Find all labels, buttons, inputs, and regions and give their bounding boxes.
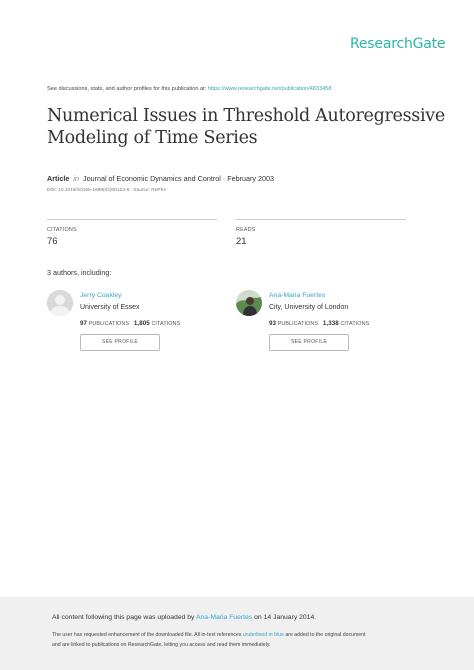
article-meta xyxy=(47,174,274,183)
citations-divider xyxy=(47,219,217,220)
avatar[interactable] xyxy=(236,290,262,316)
footer-line2-suffix: are added to the original document xyxy=(285,632,366,638)
title-line-1: Numerical Issues in Threshold Autoregressive xyxy=(47,106,445,126)
article-type: Article xyxy=(47,174,70,183)
citations-label: CITATIONS xyxy=(47,227,77,233)
author-publications-count: 97 xyxy=(80,320,88,327)
user-placeholder-icon xyxy=(47,290,73,316)
journal-source: Journal of Economic Dynamics and Control · February 2003 xyxy=(82,174,274,183)
author-publications-count: 93 xyxy=(269,320,277,327)
intro-text xyxy=(47,86,332,92)
see-profile-button[interactable]: SEE PROFILE xyxy=(80,334,160,351)
title-line-2: Modeling of Time Series xyxy=(47,128,258,148)
author-citations-count: 1,338 xyxy=(322,320,339,327)
author-photo-icon xyxy=(236,290,262,316)
authors-heading: 3 authors, including: xyxy=(47,268,112,277)
publication-url-link[interactable]: https://www.researchgate.net/publication/4833458 xyxy=(207,86,332,92)
meta-in: in xyxy=(73,174,79,183)
author-institution: City, University of London xyxy=(269,304,349,311)
author-stats xyxy=(269,320,369,327)
footer-line3: and are linked to publications on ResearchGate, letting you access and read them immediately. xyxy=(52,642,271,648)
avatar[interactable] xyxy=(47,290,73,316)
author-citations-label: CITATIONS xyxy=(340,321,370,327)
footer-upload-prefix: All content following this page was uploaded by xyxy=(52,614,195,621)
footer-upload-note xyxy=(52,614,316,621)
reads-value: 21 xyxy=(236,236,247,247)
author-citations-count: 1,805 xyxy=(133,320,150,327)
author-stats xyxy=(80,320,180,327)
reads-label: READS xyxy=(236,227,256,233)
author-name-link[interactable]: Jerry Coakley xyxy=(80,292,122,299)
page-title xyxy=(47,105,447,149)
intro-label: See discussions, stats, and author profiles for this publication at: xyxy=(47,86,207,92)
reads-divider xyxy=(236,219,406,220)
author-institution: University of Essex xyxy=(80,304,140,311)
doi-line: DOI: 10.1016/S0165-1889(02)00123-8 · Source: RePEc xyxy=(47,188,167,193)
author-citations-label: CITATIONS xyxy=(151,321,181,327)
footer xyxy=(0,597,474,670)
footer-underlined-link: underlined in blue xyxy=(242,632,284,638)
citations-value: 76 xyxy=(47,236,58,247)
researchgate-logo[interactable]: ResearchGate xyxy=(350,36,446,52)
see-profile-button[interactable]: SEE PROFILE xyxy=(269,334,349,351)
uploader-link[interactable]: Ana-Maria Fuertes xyxy=(195,614,253,621)
author-publications-label: PUBLICATIONS xyxy=(277,321,319,327)
footer-enhancement-note xyxy=(52,632,366,638)
footer-upload-suffix: on 14 January 2014. xyxy=(254,614,317,621)
footer-line2-prefix: The user has requested enhancement of the downloaded file. All in-text references xyxy=(52,632,242,638)
author-publications-label: PUBLICATIONS xyxy=(88,321,130,327)
author-name-link[interactable]: Ana-Maria Fuertes xyxy=(269,292,326,299)
